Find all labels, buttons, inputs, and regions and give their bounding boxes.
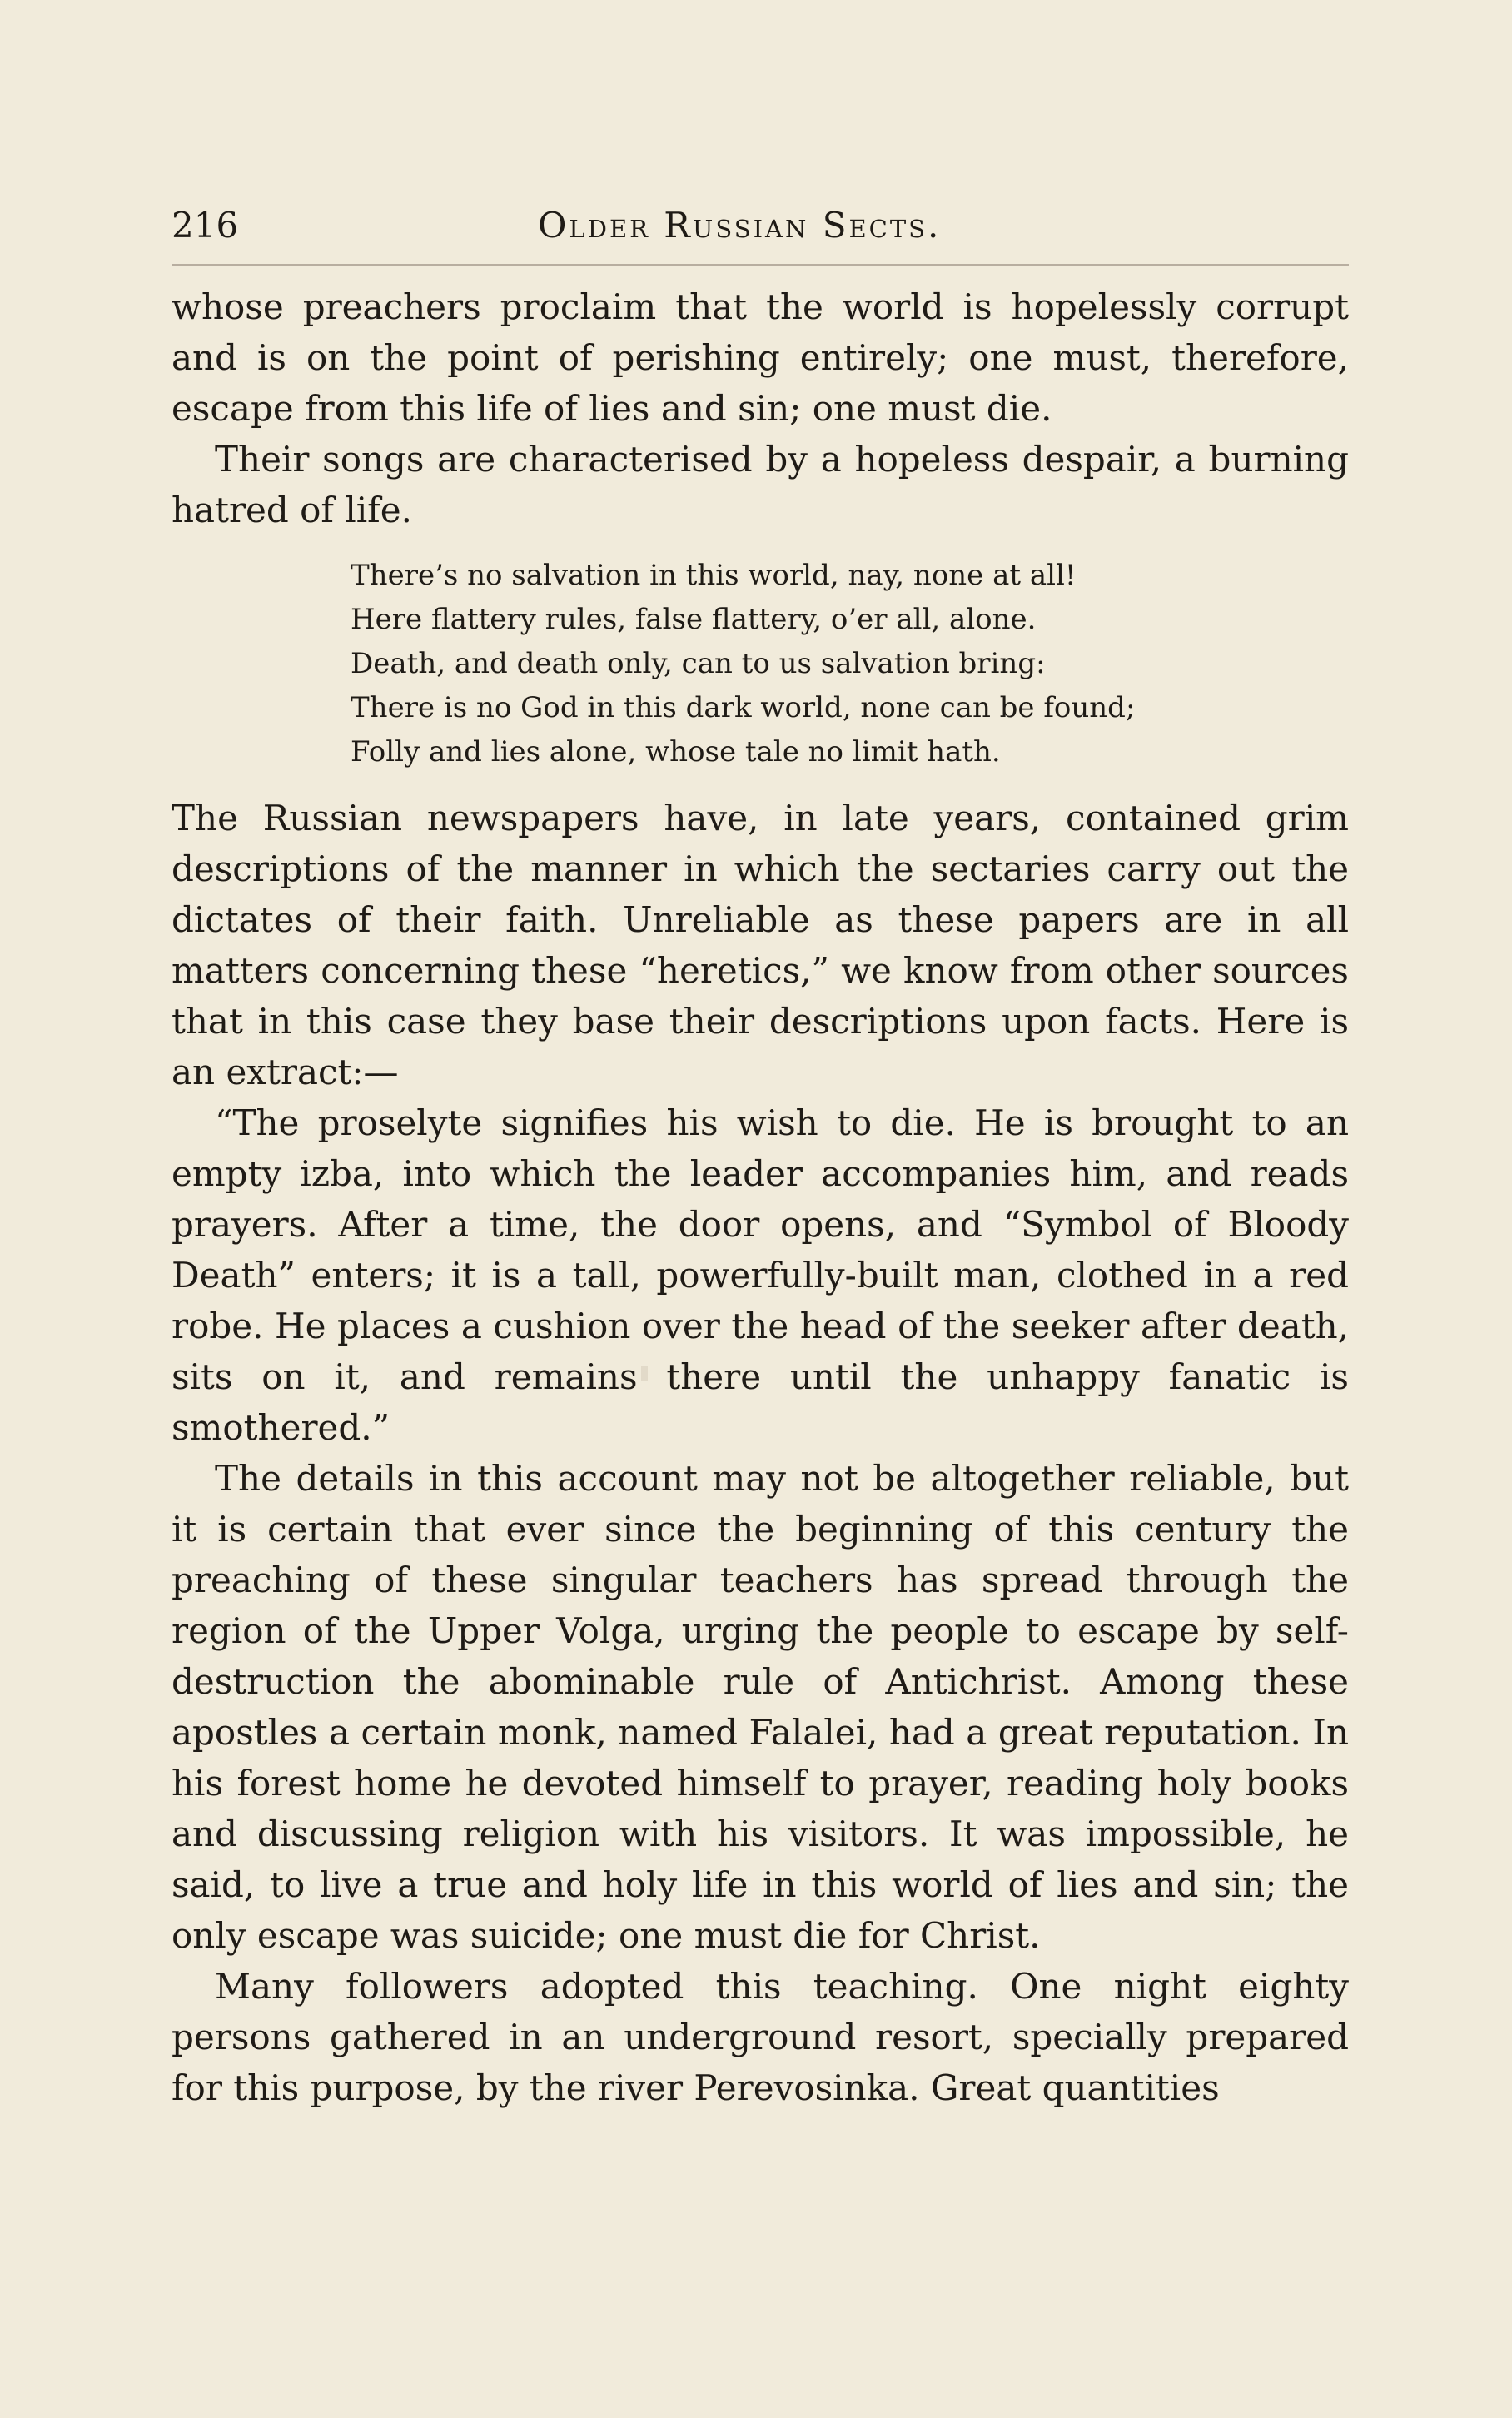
page-number: 216: [172, 205, 239, 246]
scan-mark: [641, 1366, 648, 1381]
poem-line: Folly and lies alone, whose tale no limit hath.: [351, 735, 1001, 769]
paragraph-1: whose preachers proclaim that the world is hopelessly corrupt and is on the point of perishing entirely; one must, therefore, escape from this life of lies and sin; one must die.: [172, 286, 1349, 429]
page-header: [172, 205, 1349, 258]
poem-line: Here flattery rules, false flattery, o’er all, alone.: [351, 603, 1037, 636]
paragraph-3: The Russian newspapers have, in late years, contained grim descriptions of the manner in which the sectaries carry out the dictates of their faith. Unreliable as these papers are in all matters concerning these “heretics,” we know from other sources that in this case they base their descriptions upon facts. Here is an extract:—: [172, 798, 1349, 1092]
running-title: Older Russian Sects.: [538, 205, 942, 246]
paragraph-4: “The proselyte signifies his wish to die. He is brought to an empty izba, into which the leader accompanies him, and reads prayers. After a time, the door opens, and “Symbol of Bloody Death” enters; it is a tall, powerfully-built man, clothed in a red robe. He places a cushion over the head of the seeker after death, sits on it, and remains there until the unhappy fanatic is smothered.”: [172, 1102, 1349, 1448]
page-body: [172, 281, 1349, 2113]
paragraph-6: Many followers adopted this teaching. One night eighty persons gathered in an underground resort, specially prepared for this purpose, by the river Perevosinka. Great quantities: [172, 1966, 1349, 2108]
paragraph-5: The details in this account may not be altogether reliable, but it is certain that ever since the beginning of this century the preaching of these singular teachers has spread through the region of the Upper Volga, urging the people to escape by self-destruction the abominable rule of Antichrist. Among these apostles a certain monk, named Falalei, had a great reputation. In his forest home he devoted himself to prayer, reading holy books and discussing religion with his visitors. It was impossible, he said, to live a true and holy life in this world of lies and sin; the only escape was suicide; one must die for Christ.: [172, 1458, 1349, 1956]
header-rule: [172, 264, 1349, 266]
poem-line: There is no God in this dark world, none can be found;: [351, 691, 1136, 724]
poem-line: Death, and death only, can to us salvation bring:: [351, 647, 1046, 680]
paragraph-2: Their songs are characterised by a hopeless despair, a burning hatred of life.: [172, 439, 1349, 530]
poem-line: There’s no salvation in this world, nay, none at all!: [351, 559, 1077, 592]
poem-block: [351, 554, 1349, 774]
